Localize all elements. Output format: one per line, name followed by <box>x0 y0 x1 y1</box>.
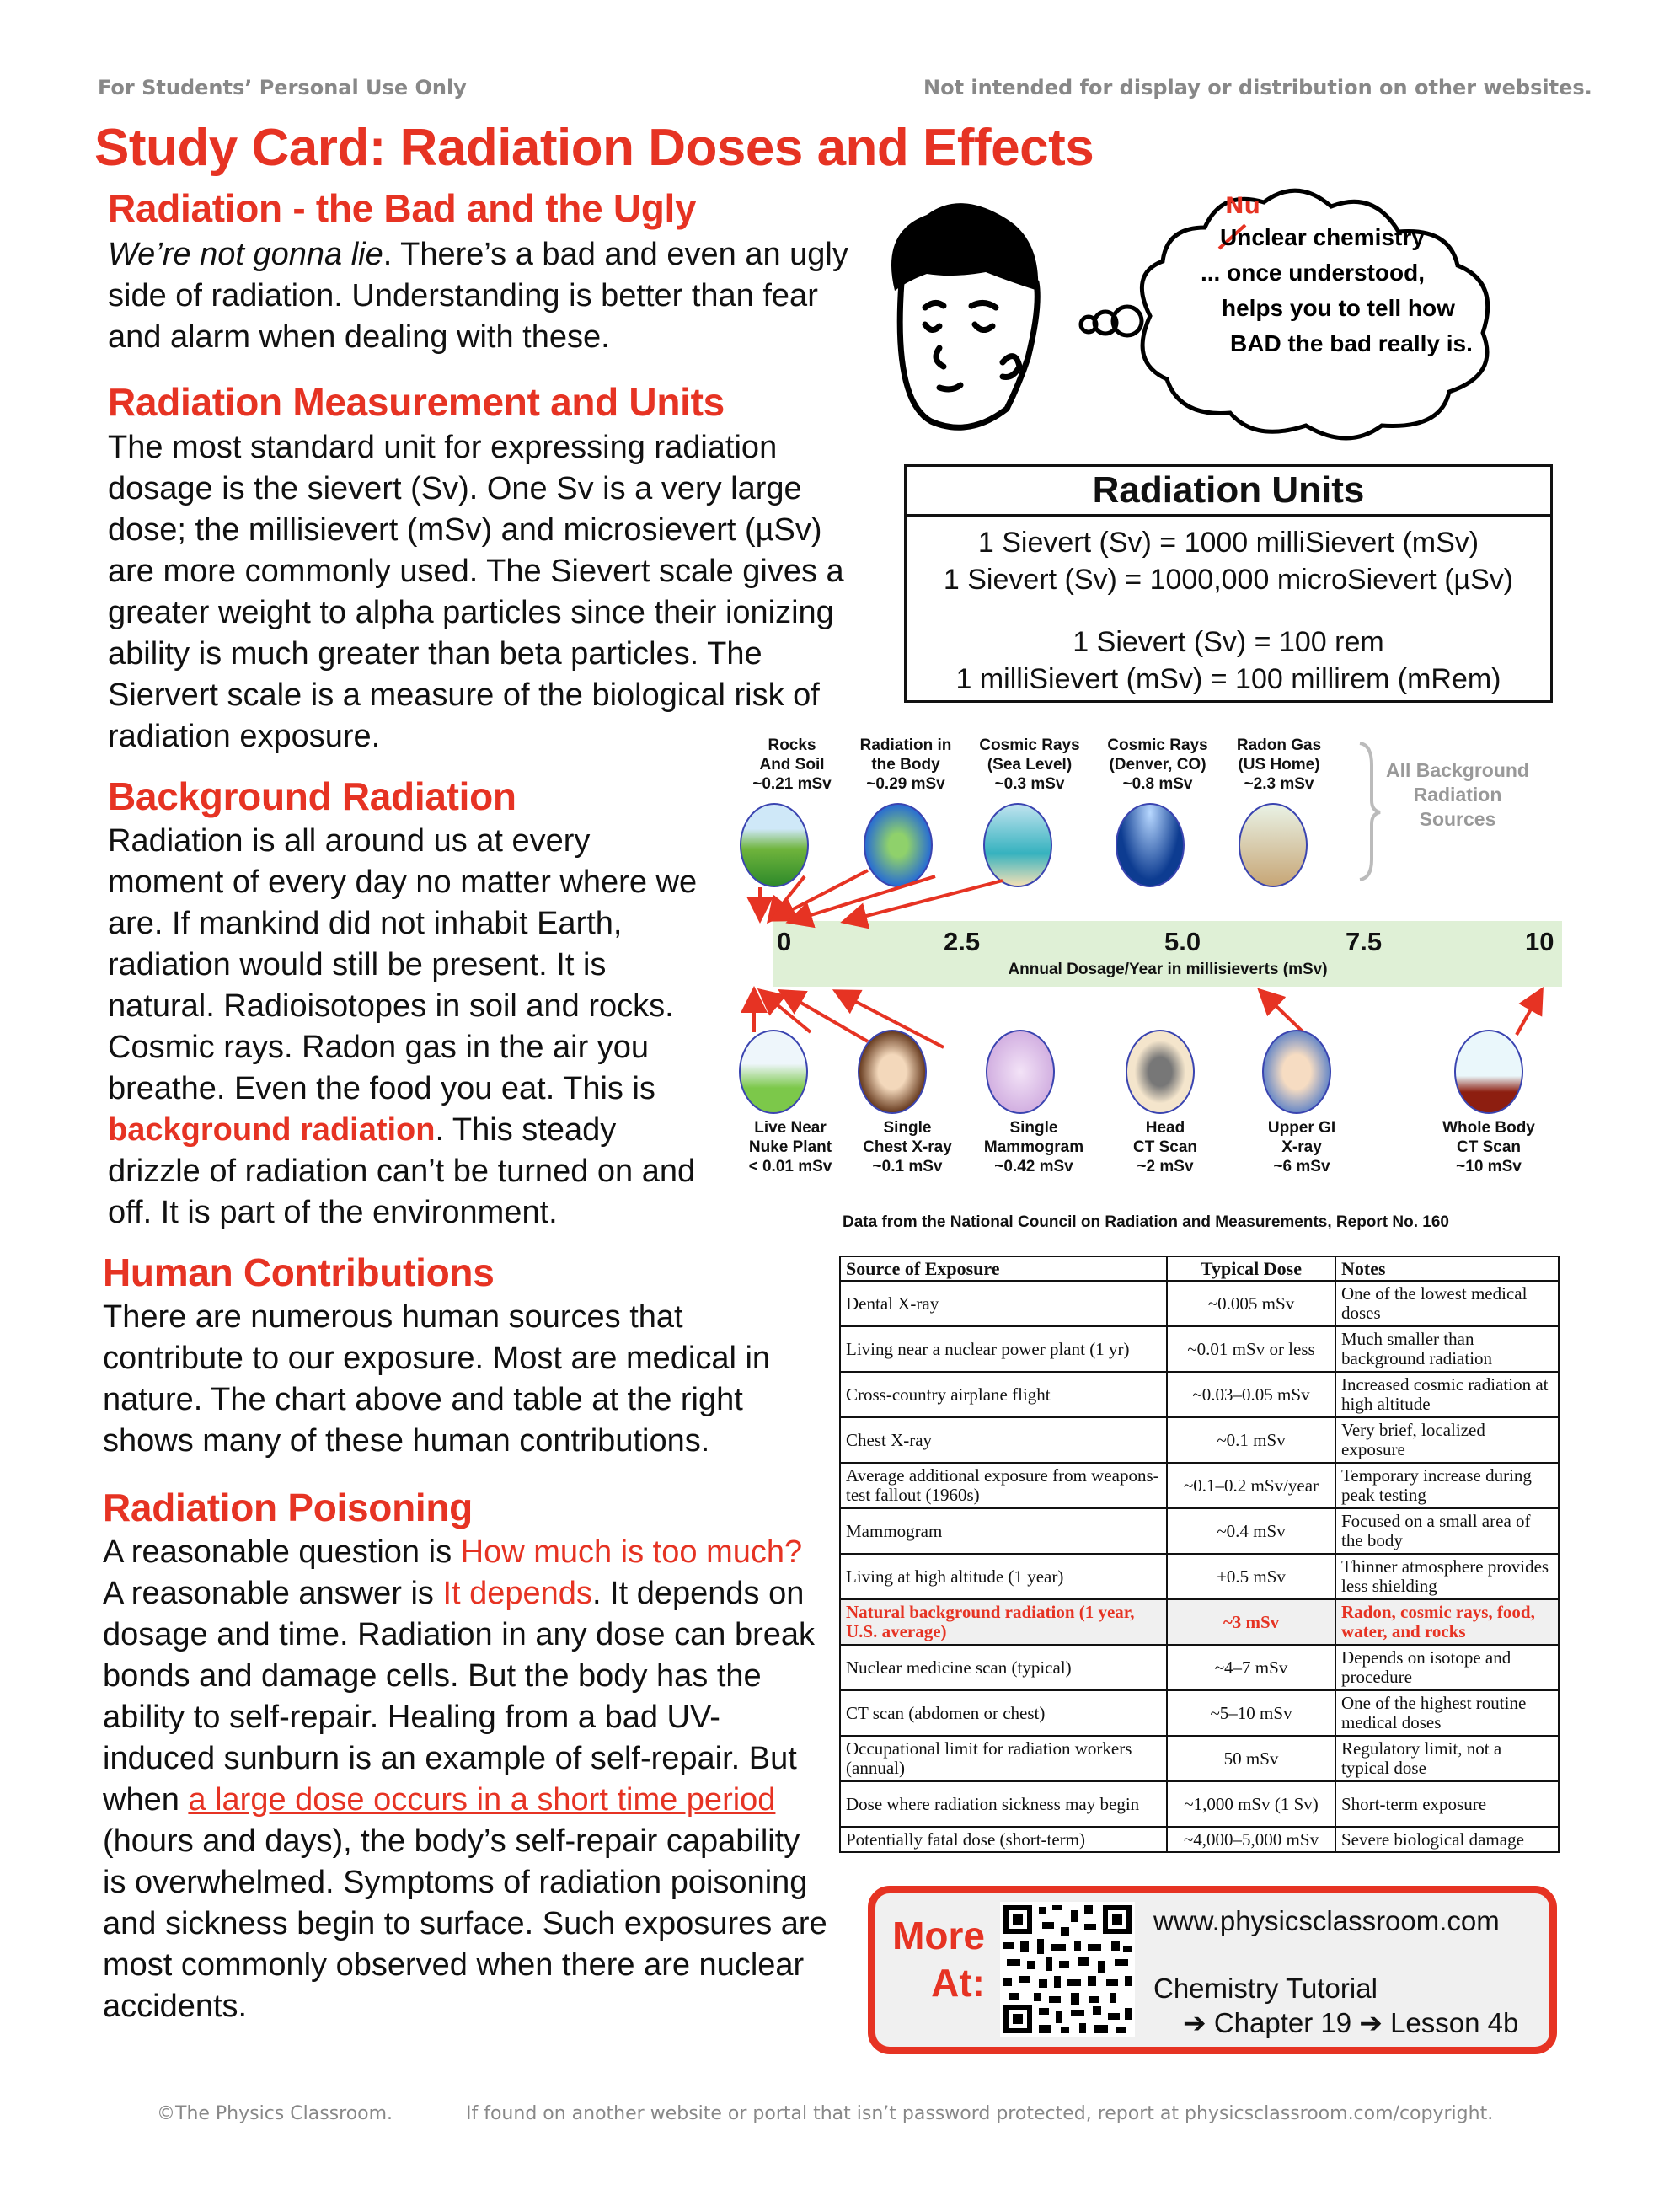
tick-5-0: 5.0 <box>1164 927 1201 956</box>
website-link[interactable]: www.physicsclassroom.com <box>1153 1905 1500 1936</box>
house-icon <box>1239 803 1308 887</box>
tick-0: 0 <box>777 927 792 956</box>
table-row: Potentially fatal dose (short-term) ~4,000–5,000 mSv Severe biological damage <box>840 1827 1559 1852</box>
heading-poisoning: Radiation Poisoning <box>103 1486 473 1529</box>
tick-2-5: 2.5 <box>944 927 981 956</box>
label-upper-gi: Upper GI X-ray ~6 mSv <box>1267 1119 1336 1175</box>
tutorial-label: Chemistry Tutorial <box>1153 1973 1378 2004</box>
lesson-path: ➔ Chapter 19 ➔ Lesson 4b <box>1183 2007 1519 2038</box>
correction-nu: Nu <box>1225 193 1260 219</box>
label-chest-xray: Single Chest X-ray ~0.1 mSv <box>863 1119 952 1175</box>
mammogram-icon <box>986 1030 1055 1114</box>
label-radon: Radon Gas (US Home) ~2.3 mSv <box>1236 736 1322 793</box>
large-dose-link[interactable]: a large dose occurs in a short time period <box>188 1782 776 1818</box>
more-at-box <box>868 1886 1557 2054</box>
table-row: Mammogram ~0.4 mSv Focused on a small area of the body <box>840 1508 1559 1554</box>
paragraph-background: Radiation is all around us at every moment of every day no matter where we are. If mankind did not inhabit Earth, radiation would still be present. It is natural. Radioisotopes in soil and rocks. Cosmic rays. Radon gas in the air you breathe. Even the food you eat. This is background radiation. This steady drizzle of radiation can’t be turned on and off. It is part of the environment. <box>108 823 698 1230</box>
dose-table <box>839 1256 1560 1853</box>
heading-human: Human Contributions <box>103 1250 495 1294</box>
chart-source-note: Data from the National Council on Radiation and Measurements, Report No. 160 <box>843 1213 1449 1231</box>
table-row: Nuclear medicine scan (typical) ~4–7 mSv Depends on isotope and procedure <box>840 1645 1559 1690</box>
footer-report-note: If found on another website or portal that isn’t password protected, report at physicsclassroom.com/copyright. <box>466 2103 1494 2124</box>
label-body: Radiation in the Body ~0.29 mSv <box>859 736 952 793</box>
paragraph-poisoning: A reasonable question is How much is too much? A reasonable answer is It depends. It depends on dosage and time. Radiation in any dose can break bonds and damage cells. But the body has the ability to self-repair. Healing from a bad UV-induced sunburn is an example of self-repair. But when a large dose occurs in a short time period (hours and days), the body’s self-repair capability is overwhelmed. Symptoms of radiation poisoning and sickness begin to surface. Such exposures are most commonly observed when there are nuclear accidents. <box>103 1534 827 2024</box>
paragraph-measurement: The most standard unit for expressing radiation dosage is the sievert (Sv). One Sv is a very large dose; the millisievert (mSv) and microsievert (µSv) are more commonly used. The Sievert scale gives a greater weight to alpha particles since their ionizing ability is much greater than beta particles. The Siervert scale is a measure of the biological risk of radiation exposure. <box>108 430 844 754</box>
heading-bad-ugly: Radiation - the Bad and the Ugly <box>108 186 697 230</box>
axis-label: Annual Dosage/Year in millisieverts (mSv) <box>1008 961 1328 978</box>
label-rocks-soil: Rocks And Soil ~0.21 mSv <box>752 736 832 793</box>
hair-icon <box>891 203 1038 291</box>
bracket-icon <box>1356 740 1382 883</box>
head-ct-icon <box>1126 1030 1195 1114</box>
page-title: Study Card: Radiation Doses and Effects <box>94 119 1094 177</box>
table-row: Dose where radiation sickness may begin ~1,000 mSv (1 Sv) Short-term exposure <box>840 1781 1559 1827</box>
tick-10: 10 <box>1525 927 1554 956</box>
upper-gi-icon <box>1262 1030 1331 1114</box>
table-row: Living near a nuclear power plant (1 yr) ~0.01 mSv or less Much smaller than background radiation <box>840 1326 1559 1372</box>
rocks-soil-icon <box>740 803 809 887</box>
chest-xray-icon <box>858 1030 927 1114</box>
qr-code-icon[interactable] <box>1000 1902 1135 2037</box>
footer-copyright: ©The Physics Classroom. <box>157 2103 393 2124</box>
whole-body-ct-icon <box>1454 1030 1523 1114</box>
thought-circles-icon <box>1081 307 1142 335</box>
italic-phrase: We’re not gonna lie <box>108 237 383 272</box>
bracket-label: All Background Radiation Sources <box>1386 759 1529 830</box>
svg-text:Unclear chemistry: Unclear chemistry <box>1220 224 1425 250</box>
face-icon <box>900 282 1037 427</box>
radiation-units-box: Radiation Units 1 Sievert (Sv) = 1000 milliSievert (mSv) 1 Sievert (Sv) = 1000,000 microSievert (µSv) 1 Sievert (Sv) = 100 rem 1 milliSievert (mSv) = 100 millirem (mRem) <box>904 464 1553 703</box>
header-right-note: Not intended for display or distribution on other websites. <box>923 76 1592 99</box>
table-row: Chest X-ray ~0.1 mSv Very brief, localized exposure <box>840 1417 1559 1463</box>
table-row: Occupational limit for radiation workers (annual) 50 mSv Regulatory limit, not a typical dose <box>840 1736 1559 1781</box>
label-mammogram: Single Mammogram ~0.42 mSv <box>983 1119 1084 1175</box>
nuclear-plant-icon <box>739 1030 808 1114</box>
paragraph-human: There are numerous human sources that contribute to our exposure. Most are medical in nature. The chart above and table at the right shows many of these human contributions. <box>103 1299 771 1459</box>
table-row: Average additional exposure from weapons-test fallout (1960s) ~0.1–0.2 mSv/year Temporary increase during peak testing <box>840 1463 1559 1508</box>
thinking-face-illustration <box>859 181 1567 451</box>
table-header-row: Source of Exposure Typical Dose Notes <box>840 1256 1559 1281</box>
more-at-label: More At: <box>892 1914 985 2005</box>
label-head-ct: Head CT Scan ~2 mSv <box>1132 1119 1198 1175</box>
svg-text:... once understood,: ... once understood, <box>1201 260 1426 286</box>
table-row: Cross-country airplane flight ~0.03–0.05 mSv Increased cosmic radiation at high altitude <box>840 1372 1559 1417</box>
table-row-highlighted: Natural background radiation (1 year, U.S. average) ~3 mSv Radon, cosmic rays, food, water, and rocks <box>840 1599 1559 1645</box>
mountain-icon <box>1116 803 1185 887</box>
tick-7-5: 7.5 <box>1346 927 1383 956</box>
answer-highlight: It depends <box>442 1576 592 1611</box>
table-row: CT scan (abdomen or chest) ~5–10 mSv One of the highest routine medical doses <box>840 1690 1559 1736</box>
label-whole-body-ct: Whole Body CT Scan ~10 mSv <box>1442 1119 1535 1175</box>
table-row: Living at high altitude (1 year) +0.5 mSv Thinner atmosphere provides less shielding <box>840 1554 1559 1599</box>
highlight-background-radiation: background radiation <box>108 1112 436 1148</box>
header-left-note: For Students’ Personal Use Only <box>98 76 467 99</box>
label-cosmic-sea: Cosmic Rays (Sea Level) ~0.3 mSv <box>979 736 1080 793</box>
heading-background: Background Radiation <box>108 774 516 818</box>
label-cosmic-denver: Cosmic Rays (Denver, CO) ~0.8 mSv <box>1107 736 1208 793</box>
paragraph-bad-ugly: We’re not gonna lie. There’s a bad and even an ugly side of radiation. Understanding is better than fear and alarm when dealing with these. <box>108 237 848 355</box>
table-row: Dental X-ray ~0.005 mSv One of the lowest medical doses <box>840 1281 1559 1326</box>
beach-icon <box>983 803 1052 887</box>
body-radiation-icon <box>864 803 933 887</box>
units-box-title: Radiation Units <box>907 467 1550 517</box>
heading-measurement: Radiation Measurement and Units <box>108 380 725 424</box>
question-highlight: How much is too much? <box>460 1534 803 1570</box>
label-nuke-plant: Live Near Nuke Plant < 0.01 mSv <box>748 1119 832 1175</box>
svg-text:BAD the bad really is.: BAD the bad really is. <box>1230 330 1473 356</box>
svg-text:helps you to tell how: helps you to tell how <box>1222 295 1455 321</box>
